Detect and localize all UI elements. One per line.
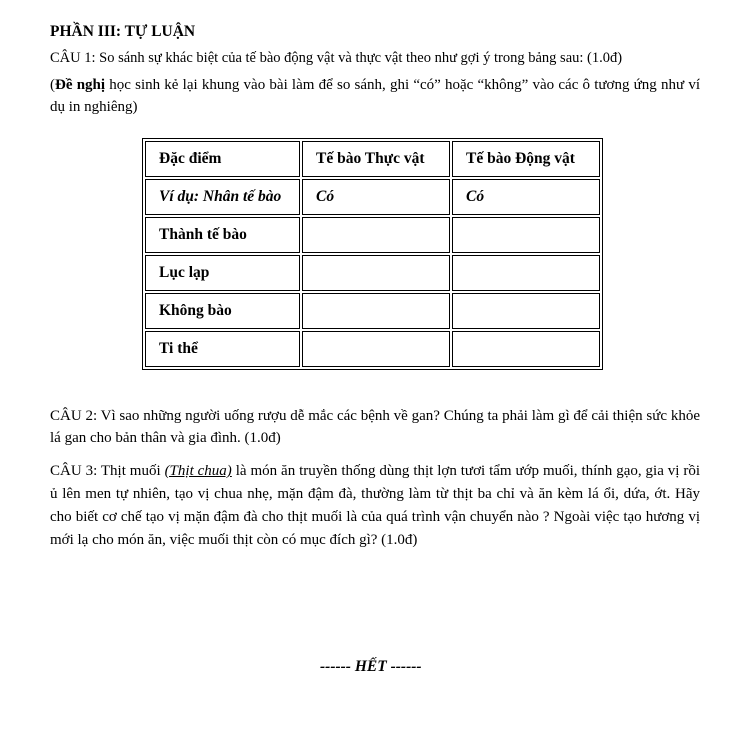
- row-plant-answer-cell: [302, 293, 450, 329]
- q3-body: là món ăn truyền thống dùng thịt lợn tươi tẩm ướp muối, thính gạo, gia vị rồi ủ lên men tự nhiên, tạo vị chua nhẹ, mặn đậm đà, thường làm từ thịt ba chỉ và ăn kèm lá ổi, dứa, ớt. Hãy cho biết cơ chế tạo vị mặn đậm đà cho thịt muối là của quá trình vận chuyển nào ? Ngoài việc tạo hương vị mới lạ cho món ăn, việc muối thịt còn có mục đích gì? (1.0đ): [50, 463, 701, 548]
- row-plant-answer-cell: [302, 255, 450, 291]
- note-bold-label: Đề nghị: [55, 77, 106, 93]
- q3-prefix: CÂU 3: Thịt muối: [50, 463, 165, 479]
- table-row: [145, 293, 600, 329]
- header-feature: Đặc điểm: [145, 141, 300, 177]
- example-animal-value: Có: [452, 179, 600, 215]
- table-row: [145, 255, 600, 291]
- row-feature-vacuole: Không bào: [145, 293, 300, 329]
- note-text: học sinh kẻ lại khung vào bài làm để so sánh, ghi “có” hoặc “không” vào các ô tương ứng như ví dụ in nghiêng): [50, 77, 700, 115]
- question-1-note: [50, 74, 700, 118]
- row-plant-answer-cell: [302, 331, 450, 367]
- row-feature-chloroplast: Lục lạp: [145, 255, 300, 291]
- section-title: PHẦN III: TỰ LUẬN: [50, 23, 196, 40]
- table-row: [145, 331, 600, 367]
- row-animal-answer-cell: [452, 217, 600, 253]
- question-1-text: CÂU 1: So sánh sự khác biệt của tế bào động vật và thực vật theo như gợi ý trong bảng sau: (1.0đ): [50, 50, 623, 66]
- header-animal-cell: Tế bào Động vật: [452, 141, 600, 177]
- comparison-table: [142, 138, 603, 370]
- table-row-example: [145, 179, 600, 215]
- row-animal-answer-cell: [452, 255, 600, 291]
- question-2-text: CÂU 2: Vì sao những người uống rượu dễ mắc các bệnh về gan? Chúng ta phải làm gì để cải thiện sức khỏe lá gan cho bản thân và gia đình. (1.0đ): [50, 408, 700, 446]
- q3-dish-name: (Thịt chua): [164, 463, 232, 479]
- header-plant-cell: Tế bào Thực vật: [302, 141, 450, 177]
- example-feature: Ví dụ: Nhân tế bào: [145, 179, 300, 215]
- row-feature-mitochondria: Ti thể: [145, 331, 300, 367]
- note-open-paren: (: [50, 77, 55, 93]
- row-animal-answer-cell: [452, 293, 600, 329]
- table-header-row: [145, 141, 600, 177]
- comparison-table-wrapper: [142, 138, 603, 370]
- row-feature-cell-wall: Thành tế bào: [145, 217, 300, 253]
- row-animal-answer-cell: [452, 331, 600, 367]
- row-plant-answer-cell: [302, 217, 450, 253]
- question-3-text: [50, 460, 700, 552]
- end-mark: ------ HẾT ------: [320, 658, 422, 675]
- exam-page: [50, 22, 701, 675]
- example-plant-value: Có: [302, 179, 450, 215]
- table-row: [145, 217, 600, 253]
